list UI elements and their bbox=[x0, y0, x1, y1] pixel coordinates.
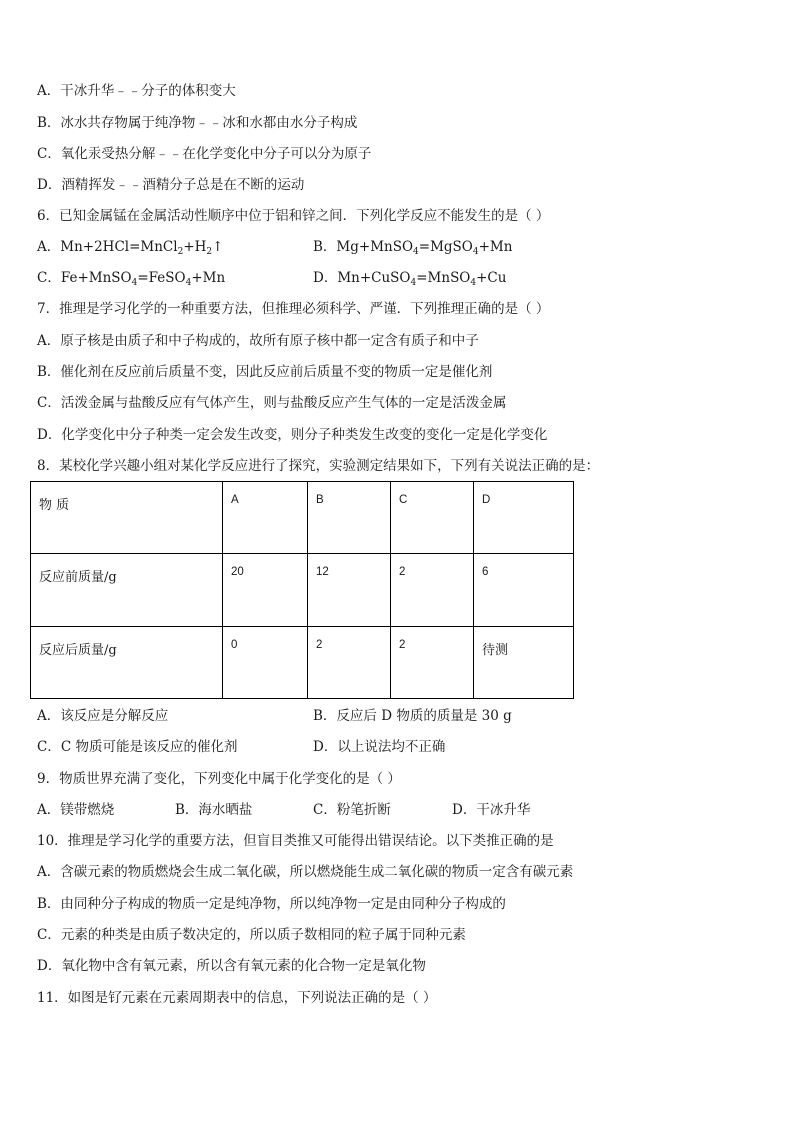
table-cell: 2 bbox=[391, 626, 474, 698]
q7-stem: 7．推理是学习化学的一种重要方法，但推理必须科学、严谨．下列推理正确的是（ ） bbox=[37, 301, 550, 317]
q10-option-b: B．由同种分子构成的物质一定是纯净物，所以纯净物一定是由同种分子构成的 bbox=[37, 896, 506, 912]
q6-option-c: C．Fe+MnSO$_4$=FeSO$_4$+Mn bbox=[37, 270, 226, 288]
table-cell: 2 bbox=[391, 554, 474, 626]
table-cell: 待测 bbox=[474, 626, 574, 698]
q5-option-b: B．冰水共存物属于纯净物﹣﹣冰和水都由水分子构成 bbox=[37, 115, 358, 131]
table-header-cell: A bbox=[223, 482, 308, 554]
q6-option-a: A．$Mn+2HCl=MnCl_2+H_2↑$ bbox=[37, 239, 224, 257]
q5-option-d: D．酒精挥发﹣﹣酒精分子总是在不断的运动 bbox=[37, 177, 305, 193]
q9-option-a: A．镁带燃烧 bbox=[37, 802, 115, 818]
q8-option-c: C．C 物质可能是该反应的催化剂 bbox=[37, 739, 238, 755]
q11-stem: 11．如图是钌元素在元素周期表中的信息，下列说法正确的是（ ） bbox=[37, 990, 437, 1006]
table-row bbox=[31, 554, 574, 626]
table-row bbox=[31, 626, 574, 698]
table-header-cell: C bbox=[391, 482, 474, 554]
q8-data-table bbox=[30, 481, 574, 699]
q10-option-d: D．氧化物中含有氧元素，所以含有氧元素的化合物一定是氧化物 bbox=[37, 958, 426, 974]
q5-option-c: C．氧化汞受热分解﹣﹣在化学变化中分子可以分为原子 bbox=[37, 146, 372, 162]
q8-option-a: A．该反应是分解反应 bbox=[37, 708, 169, 724]
table-header-row bbox=[31, 482, 574, 554]
q6-option-d: D．Mn+CuSO$_4$=MnSO$_4$+Cu bbox=[313, 270, 507, 288]
table-cell: 反应后质量/g bbox=[31, 626, 223, 698]
table-header-cell: B bbox=[308, 482, 391, 554]
q7-option-c: C．活泼金属与盐酸反应有气体产生，则与盐酸反应产生气体的一定是活泼金属 bbox=[37, 395, 507, 411]
q8-option-d: D．以上说法均不正确 bbox=[313, 739, 446, 755]
table-cell: 20 bbox=[223, 554, 308, 626]
q6-stem: 6．已知金属锰在金属活动性顺序中位于铝和锌之间．下列化学反应不能发生的是（ ） bbox=[37, 208, 550, 224]
table-cell: 0 bbox=[223, 626, 308, 698]
table-cell: 12 bbox=[308, 554, 391, 626]
table-cell: 2 bbox=[308, 626, 391, 698]
q9-option-b: B．海水晒盐 bbox=[175, 802, 253, 818]
table-header-cell: D bbox=[474, 482, 574, 554]
q7-option-b: B．催化剂在反应前后质量不变，因此反应前后质量不变的物质一定是催化剂 bbox=[37, 364, 493, 380]
q10-stem: 10．推理是学习化学的重要方法，但盲目类推又可能得出错误结论。以下类推正确的是 bbox=[37, 833, 554, 849]
table-cell: 6 bbox=[474, 554, 574, 626]
table-header-cell: 物 质 bbox=[31, 482, 223, 554]
q10-option-a: A．含碳元素的物质燃烧会生成二氧化碳，所以燃烧能生成二氧化碳的物质一定含有碳元素 bbox=[37, 864, 574, 880]
q6-option-b: B．Mg+MnSO$_4$=MgSO$_4$+Mn bbox=[313, 239, 513, 257]
q9-option-d: D．干冰升华 bbox=[452, 802, 531, 818]
q9-option-c: C．粉笔折断 bbox=[313, 802, 391, 818]
table-cell: 反应前质量/g bbox=[31, 554, 223, 626]
q7-option-d: D．化学变化中分子种类一定会发生改变，则分子种类发生改变的变化一定是化学变化 bbox=[37, 427, 548, 443]
q10-option-c: C．元素的种类是由质子数决定的，所以质子数相同的粒子属于同种元素 bbox=[37, 927, 466, 943]
q9-stem: 9．物质世界充满了变化，下列变化中属于化学变化的是（ ） bbox=[37, 771, 401, 787]
q8-option-b: B．反应后 D 物质的质量是 30 g bbox=[313, 708, 512, 724]
q7-option-a: A．原子核是由质子和中子构成的，故所有原子核中都一定含有质子和中子 bbox=[37, 333, 479, 349]
q8-stem: 8．某校化学兴趣小组对某化学反应进行了探究，实验测定结果如下，下列有关说法正确的是： bbox=[37, 458, 600, 474]
q5-option-a: A．干冰升华﹣﹣分子的体积变大 bbox=[37, 83, 236, 99]
